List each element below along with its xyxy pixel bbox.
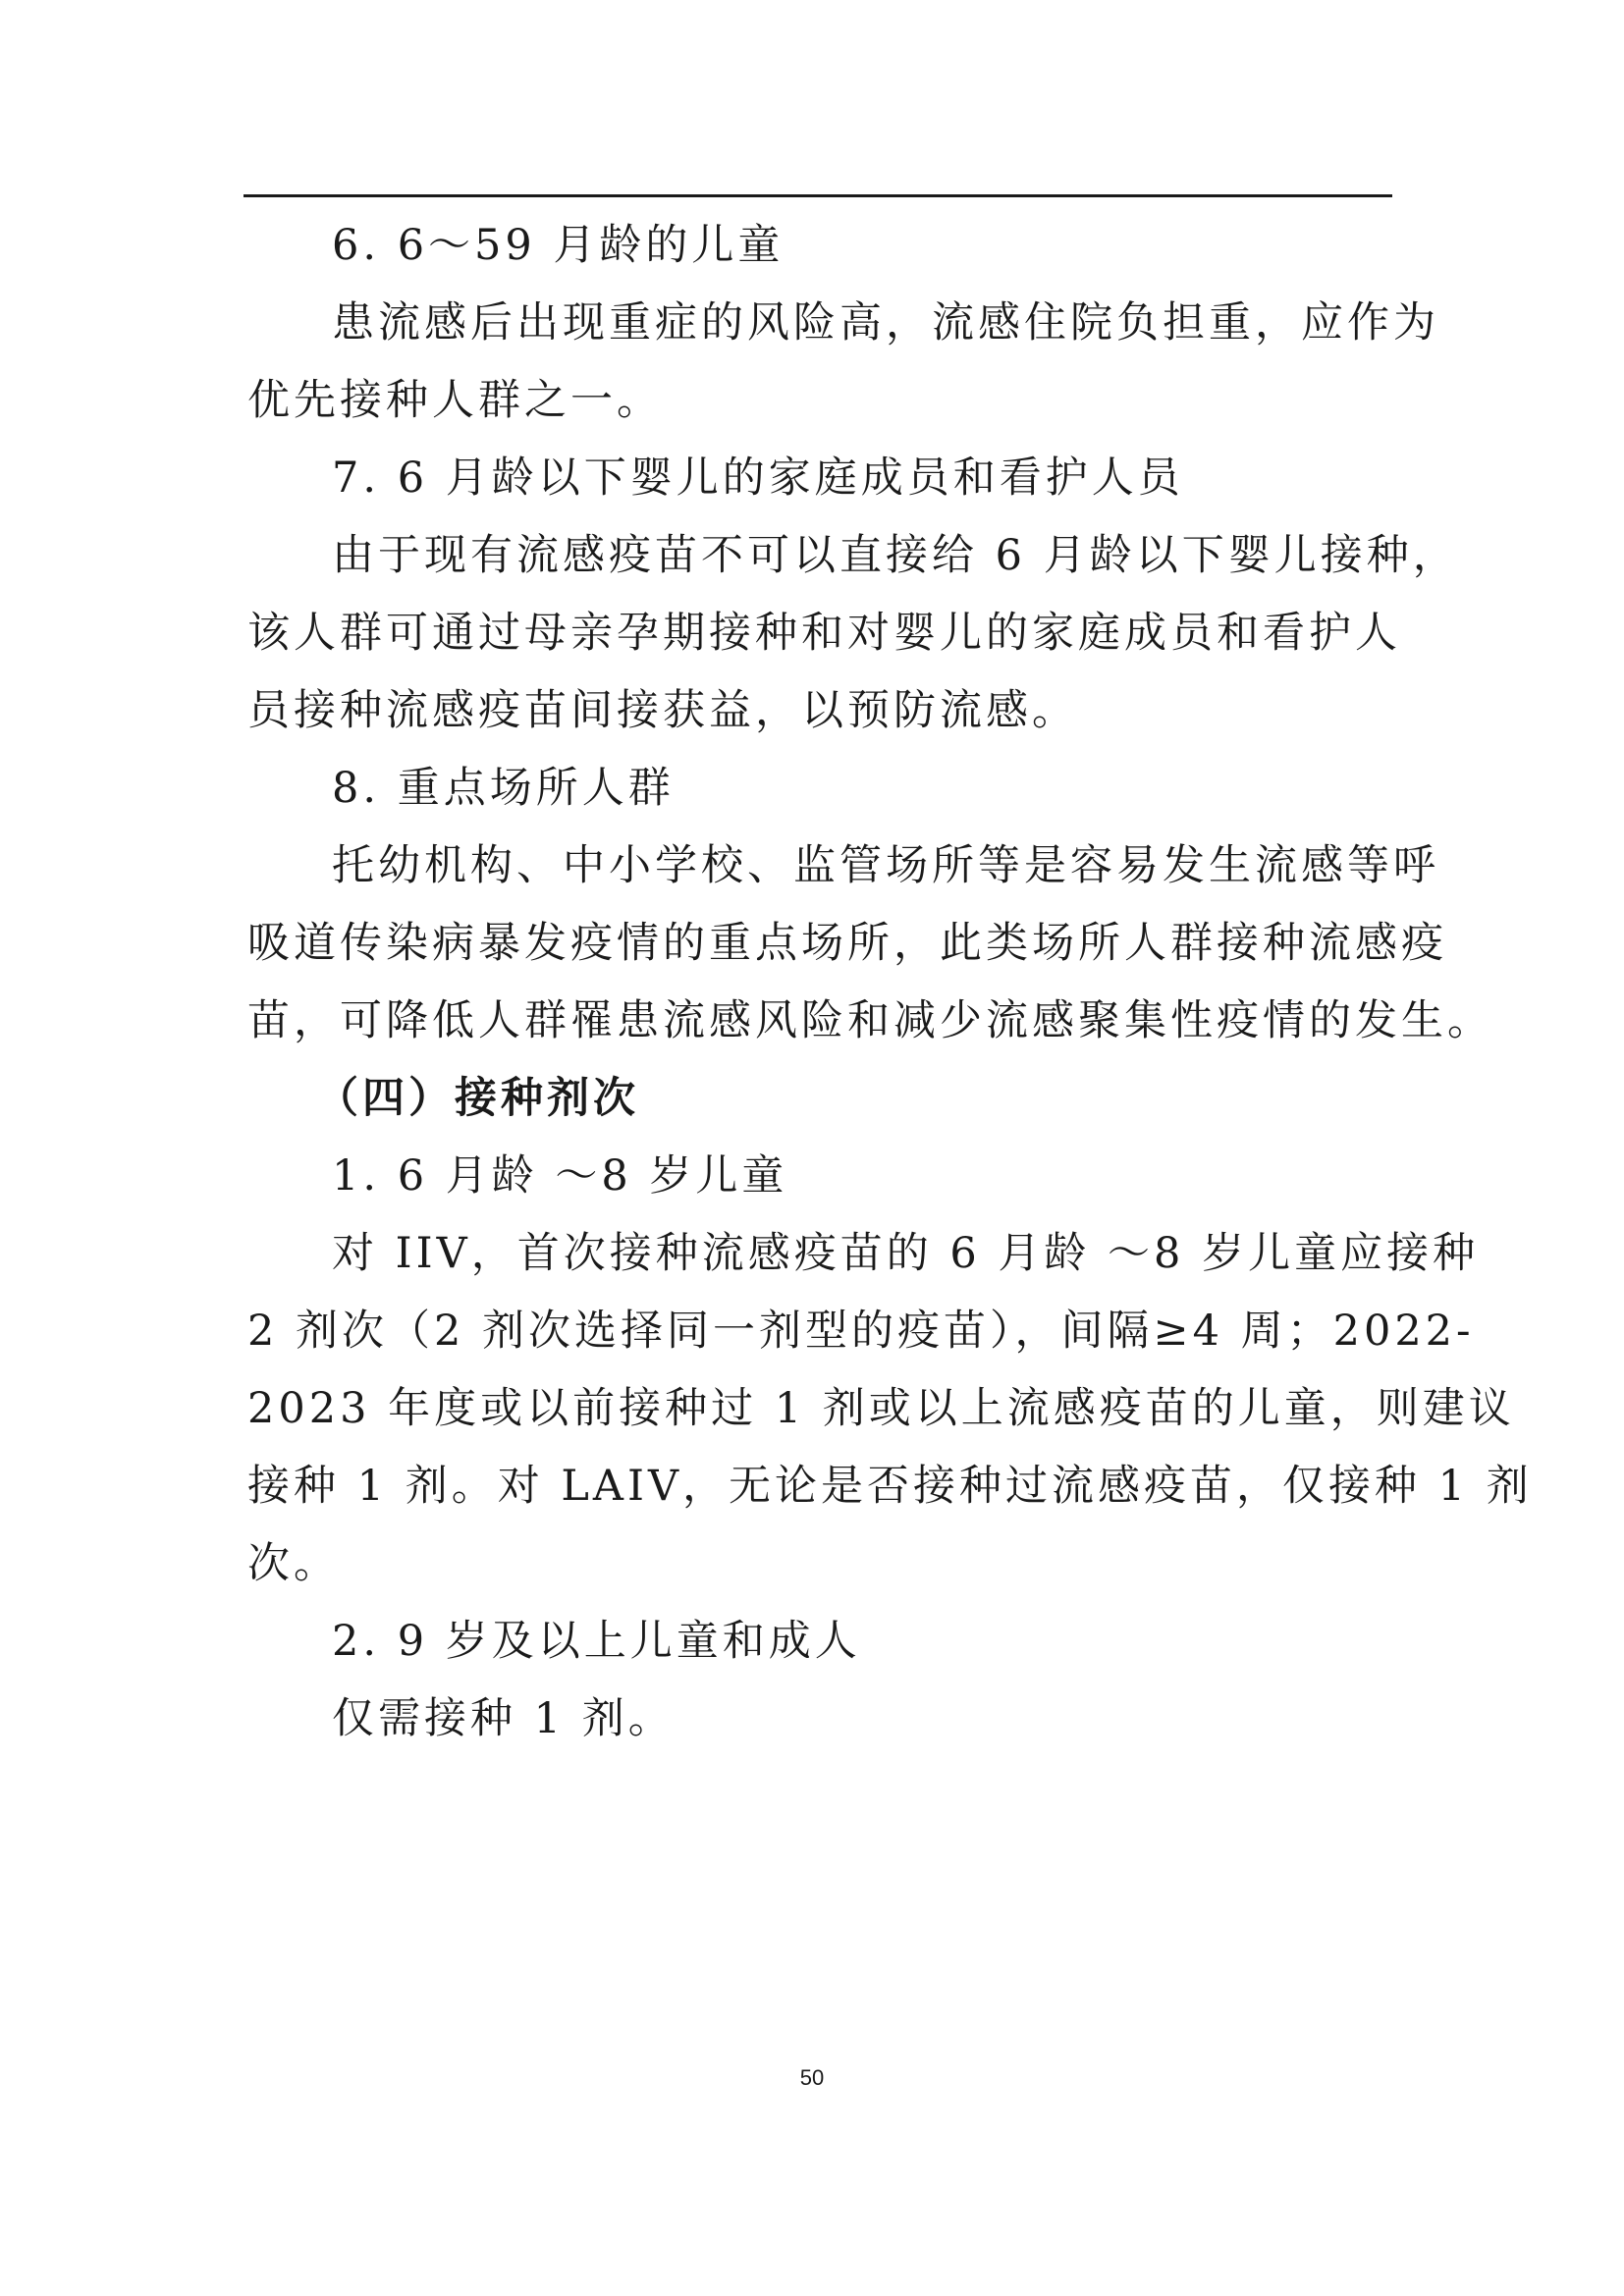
heading-key-settings: 8. 重点场所人群: [332, 764, 675, 813]
paragraph-line: 仅需接种 1 剂。: [332, 1694, 675, 1743]
paragraph-line: 苗，可降低人群罹患流感风险和减少流感聚集性疫情的发生。: [247, 996, 1493, 1045]
paragraph-line: 2023 年度或以前接种过 1 剂或以上流感疫苗的儿童，则建议: [247, 1384, 1515, 1433]
section-heading-doses: （四）接种剂次: [316, 1074, 639, 1123]
paragraph-line: 员接种流感疫苗间接获益，以预防流感。: [247, 686, 1078, 735]
header-rule: [244, 194, 1392, 197]
paragraph-line: 托幼机构、中小学校、监管场所等是容易发生流感等呼: [332, 841, 1439, 890]
paragraph-line: 对 IIV，首次接种流感疫苗的 6 月龄 ～8 岁儿童应接种: [332, 1229, 1480, 1278]
heading-9-years-and-adults: 2. 9 岁及以上儿童和成人: [332, 1617, 861, 1666]
paragraph-line: 吸道传染病暴发疫情的重点场所，此类场所人群接种流感疫: [247, 919, 1447, 968]
heading-6-months-8-years: 1. 6 月龄 ～8 岁儿童: [332, 1151, 788, 1201]
paragraph-line: 由于现有流感疫苗不可以直接给 6 月龄以下婴儿接种，: [332, 531, 1459, 580]
page-number: 50: [799, 2065, 825, 2090]
heading-infant-caregivers: 7. 6 月龄以下婴儿的家庭成员和看护人员: [332, 454, 1184, 503]
paragraph-line: 该人群可通过母亲孕期接种和对婴儿的家庭成员和看护人: [247, 609, 1401, 658]
paragraph-line: 2 剂次（2 剂次选择同一剂型的疫苗），间隔≥4 周；2022-: [247, 1307, 1475, 1356]
paragraph-line: 次。: [247, 1539, 340, 1588]
heading-6-59-months-children: 6. 6～59 月龄的儿童: [332, 221, 785, 270]
paragraph-line: 接种 1 剂。对 LAIV，无论是否接种过流感疫苗，仅接种 1 剂: [247, 1462, 1533, 1511]
paragraph-line: 优先接种人群之一。: [247, 376, 663, 425]
paragraph-line: 患流感后出现重症的风险高，流感住院负担重，应作为: [332, 298, 1439, 347]
